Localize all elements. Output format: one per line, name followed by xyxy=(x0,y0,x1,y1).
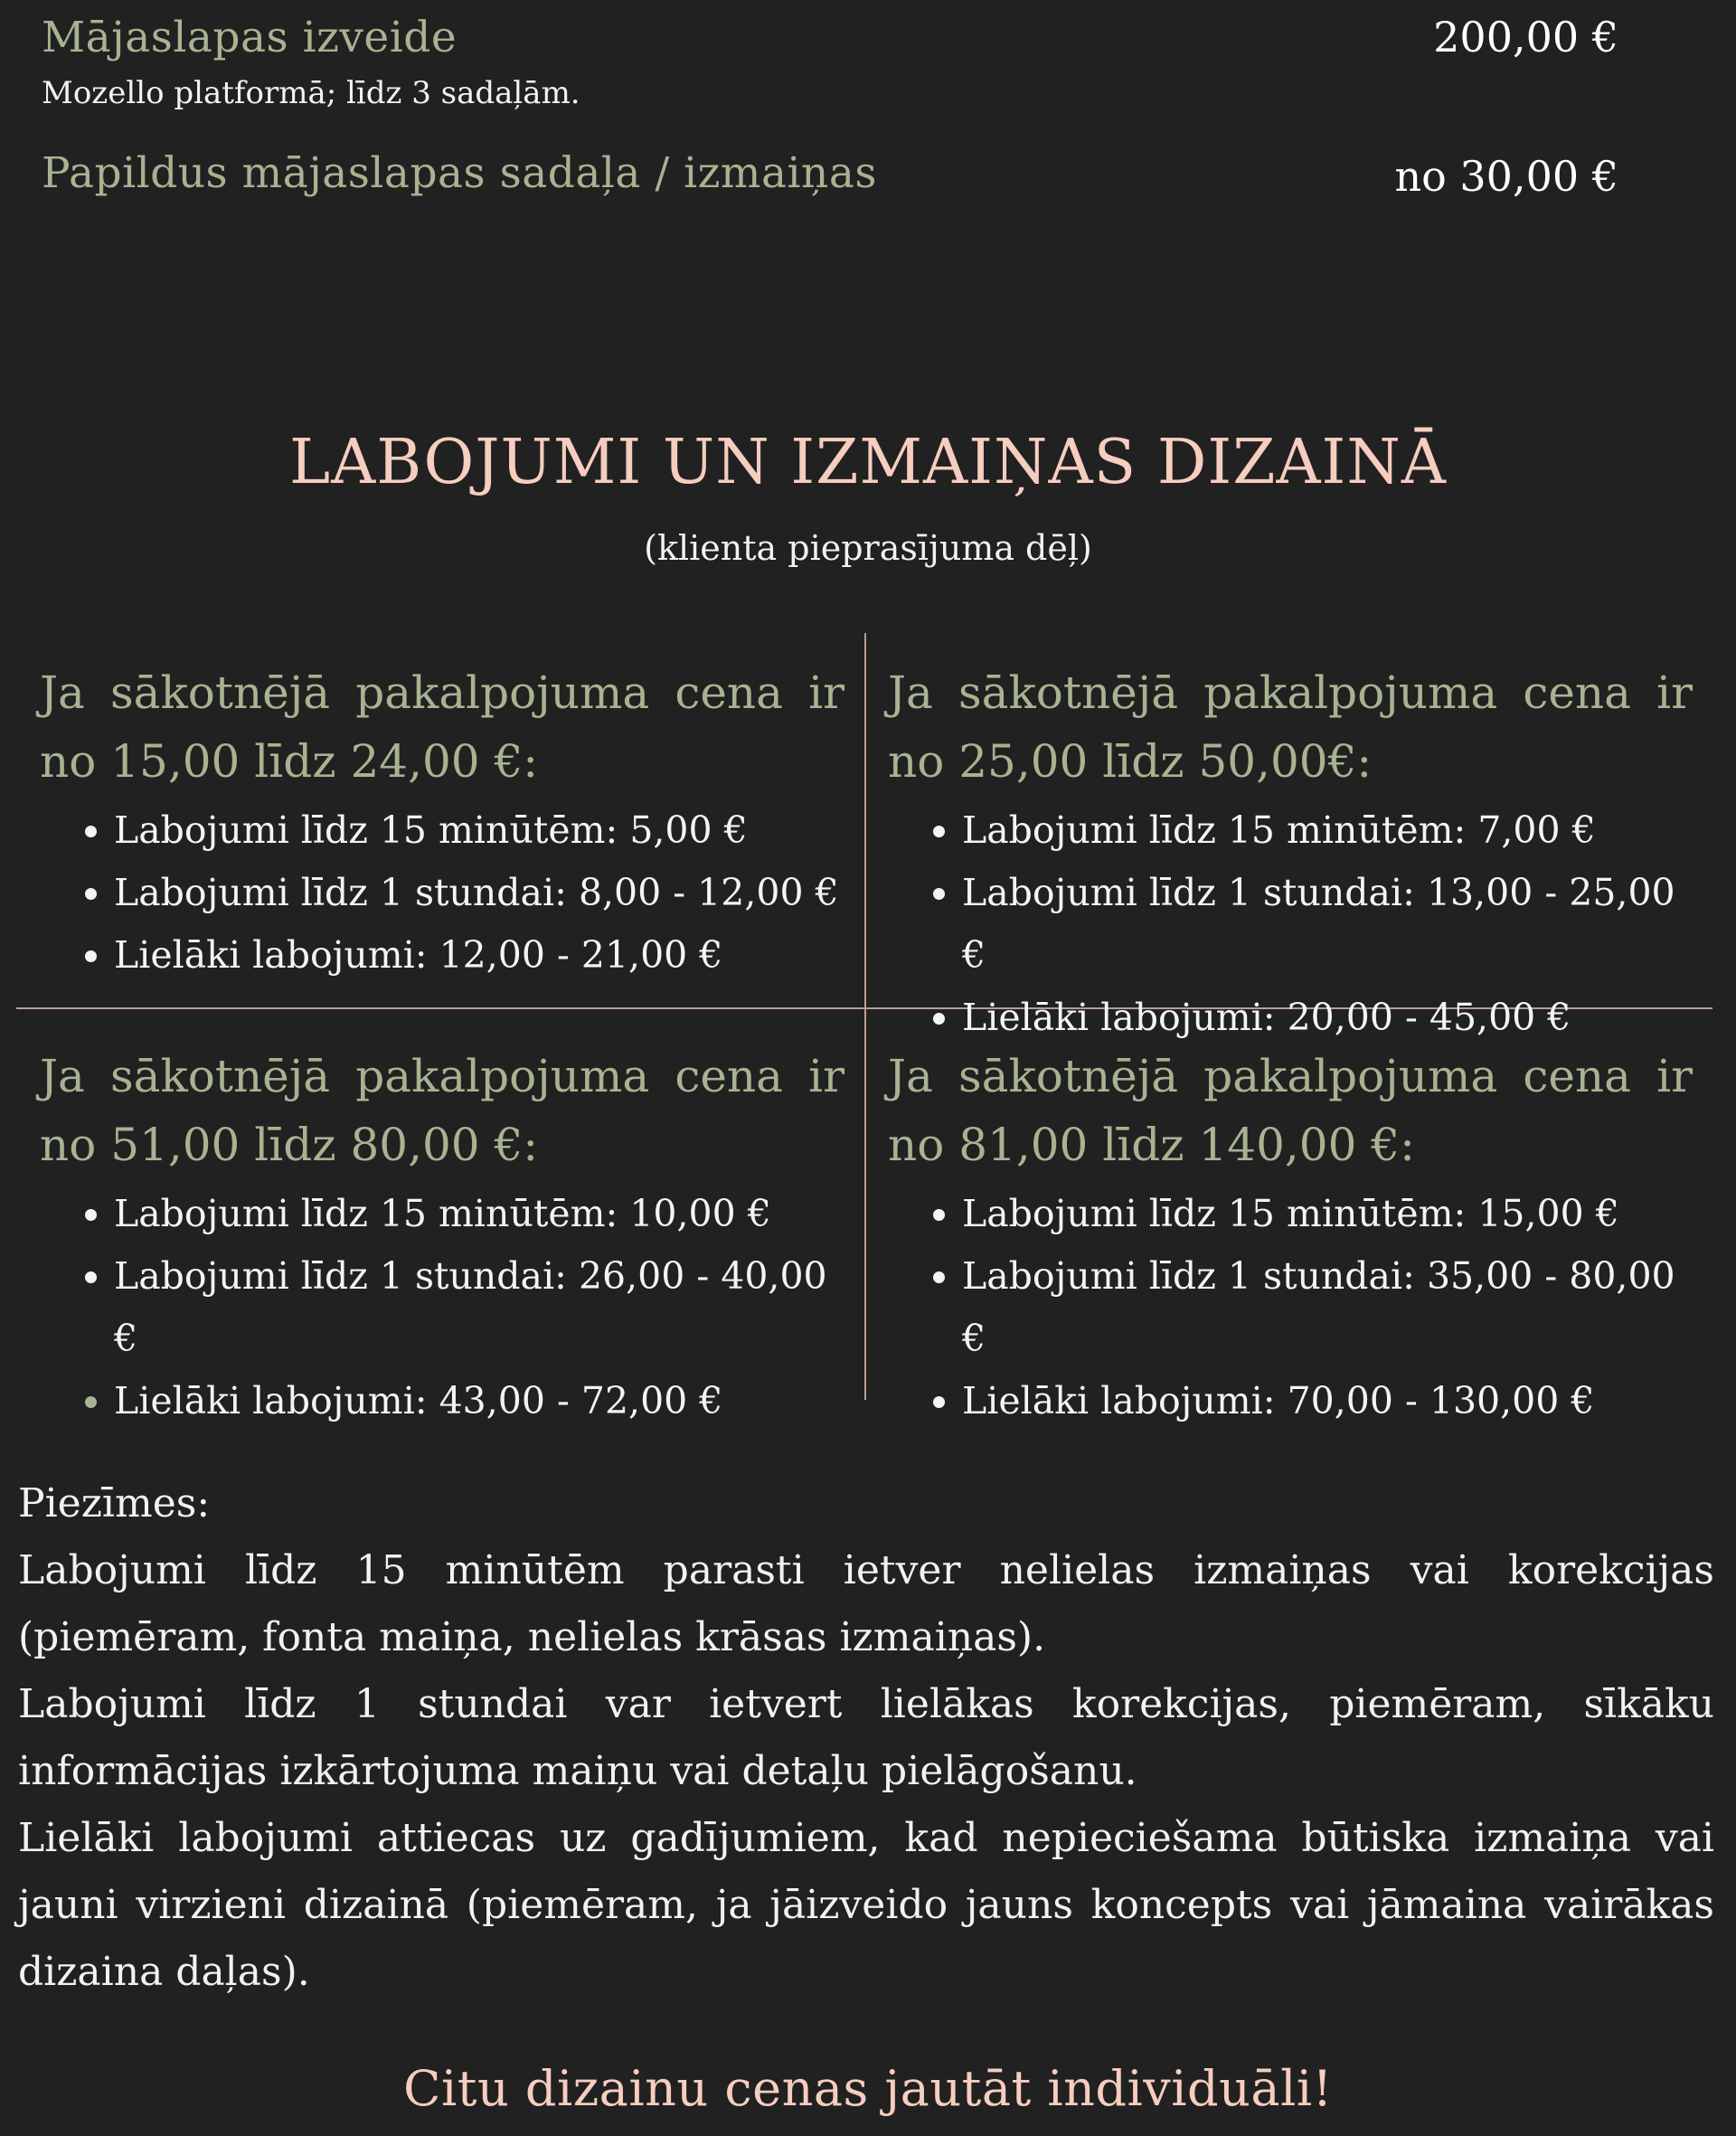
price-row-extra-section xyxy=(42,148,1691,201)
section-title: LABOJUMI UN IZMAIŅAS DIZAINĀ xyxy=(288,427,1448,498)
tier-card-1 xyxy=(40,658,844,987)
list-item: • Lielāki labojumi: 70,00 - 130,00 € xyxy=(962,1370,1693,1432)
grid-divider-vertical xyxy=(864,633,866,1400)
price-note: Mozello platformā; līdz 3 sadaļām. xyxy=(42,75,580,111)
price-value: no 30,00 € xyxy=(1394,152,1618,201)
footer-cta: Citu dizainu cenas jautāt individuāli! xyxy=(403,2060,1333,2117)
list-item: • Lielāki labojumi: 43,00 - 72,00 € xyxy=(114,1370,844,1432)
list-item: • Labojumi līdz 15 minūtēm: 10,00 € xyxy=(114,1183,844,1245)
price-name: Mājaslapas izveide xyxy=(42,13,458,62)
list-item: • Lielāki labojumi: 12,00 - 21,00 € xyxy=(114,924,844,987)
tier-list xyxy=(40,799,844,987)
list-item: • Labojumi līdz 1 stundai: 35,00 - 80,00 € xyxy=(962,1245,1693,1370)
notes-section xyxy=(18,1470,1714,2006)
notes-paragraph: Labojumi līdz 15 minūtēm parasti ietver nelielas izmaiņas vai korekcijas (piemēram, fonta maiņa, nelielas krāsas izmaiņas). xyxy=(18,1547,1714,1660)
list-item: • Labojumi līdz 15 minūtēm: 15,00 € xyxy=(962,1183,1693,1245)
notes-title: Piezīmes: xyxy=(18,1480,211,1526)
notes-paragraph: Lielāki labojumi attiecas uz gadījumiem, kad nepieciešama būtiska izmaiņa vai jauni virzieni dizainā (piemēram, ja jāizveido jauns koncepts vai jāmaina vairākas dizaina daļas). xyxy=(18,1815,1714,1995)
section-subtitle: (klienta pieprasījuma dēļ) xyxy=(644,528,1092,568)
tier-heading: Ja sākotnējā pakalpojuma cena ir no 51,00 līdz 80,00 €: xyxy=(40,1050,844,1171)
list-item: • Labojumi līdz 1 stundai: 13,00 - 25,00 € xyxy=(962,862,1693,987)
tier-heading: Ja sākotnējā pakalpojuma cena ir no 15,00 līdz 24,00 €: xyxy=(40,666,844,788)
list-item: • Labojumi līdz 1 stundai: 26,00 - 40,00 € xyxy=(114,1245,844,1370)
notes-paragraph: Labojumi līdz 1 stundai var ietvert lielākas korekcijas, piemēram, sīkāku informācijas izkārtojuma maiņu vai detaļu pielāgošanu. xyxy=(18,1681,1714,1794)
tier-list xyxy=(888,799,1693,1049)
tier-list xyxy=(40,1183,844,1432)
tier-card-3 xyxy=(40,1042,844,1432)
tier-heading: Ja sākotnējā pakalpojuma cena ir no 25,00 līdz 50,00€: xyxy=(888,666,1693,788)
list-item: • Labojumi līdz 1 stundai: 8,00 - 12,00 € xyxy=(114,862,844,924)
price-value: 200,00 € xyxy=(1433,13,1618,61)
tier-heading: Ja sākotnējā pakalpojuma cena ir no 81,00 līdz 140,00 €: xyxy=(888,1050,1693,1171)
list-item: • Labojumi līdz 15 minūtēm: 5,00 € xyxy=(114,799,844,862)
tier-list xyxy=(888,1183,1693,1432)
price-row-website xyxy=(42,13,1691,111)
list-item: • Lielāki labojumi: 20,00 - 45,00 € xyxy=(962,987,1693,1049)
price-name: Papildus mājaslapas sadaļa / izmaiņas xyxy=(42,148,877,198)
tier-card-4 xyxy=(888,1042,1693,1432)
list-item: • Labojumi līdz 15 minūtēm: 7,00 € xyxy=(962,799,1693,862)
tier-card-2 xyxy=(888,658,1693,1049)
